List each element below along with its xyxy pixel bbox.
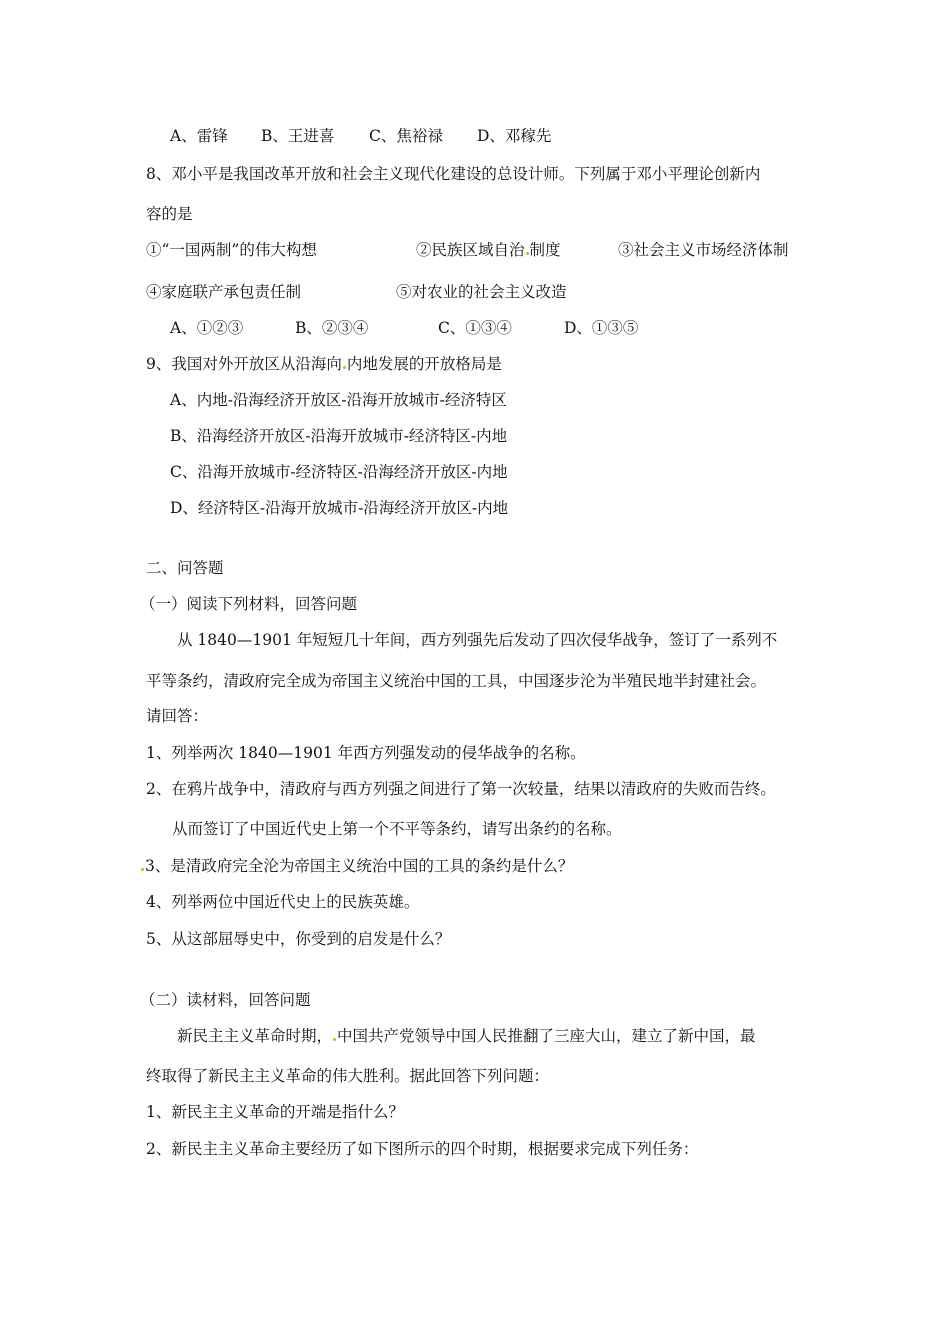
part1-heading: （一）阅读下列材料，回答问题 bbox=[140, 595, 358, 613]
q9-option-b: B、沿海经济开放区-沿海开放城市-经济特区-内地 bbox=[170, 427, 508, 445]
q8-item2 bbox=[416, 240, 561, 260]
q7-option-c: C、焦裕禄 bbox=[369, 127, 443, 145]
part1-q1: 1、列举两次 1840—1901 年西方列强发动的侵华战争的名称。 bbox=[146, 744, 586, 762]
q8-stem-line1: 8、邓小平是我国改革开放和社会主义现代化建设的总设计师。下列属于邓小平理论创新内 bbox=[146, 165, 761, 183]
mark-dot bbox=[343, 366, 346, 369]
mark-dot bbox=[141, 868, 144, 871]
q8-option-d: D、①③⑤ bbox=[564, 319, 639, 337]
q8-item4: ④家庭联产承包责任制 bbox=[146, 283, 302, 301]
part2-heading: （二）读材料，回答问题 bbox=[140, 991, 311, 1009]
q9-option-a: A、内地-沿海经济开放区-沿海开放城市-经济特区 bbox=[170, 391, 507, 409]
q8-option-b: B、②③④ bbox=[295, 319, 369, 337]
q8-stem-line2: 容的是 bbox=[146, 205, 193, 223]
section2-title: 二、问答题 bbox=[146, 559, 224, 577]
q7-option-d: D、邓稼先 bbox=[477, 127, 552, 145]
part2-material-line2: 终取得了新民主主义革命的伟大胜利。据此回答下列问题： bbox=[146, 1067, 550, 1085]
part2-q1: 1、新民主主义革命的开端是指什么？ bbox=[146, 1103, 404, 1121]
part2-material-part-b: 中国共产党领导中国人民推翻了三座大山，建立了新中国，最 bbox=[337, 1027, 756, 1045]
q8-item1: ①“一国两制”的伟大构想 bbox=[146, 241, 317, 259]
mark-dot bbox=[333, 1038, 336, 1041]
part1-q2-line1: 2、在鸦片战争中，清政府与西方列强之间进行了第一次较量，结果以清政府的失败而告终。 bbox=[146, 780, 776, 798]
q8-option-c: C、①③④ bbox=[438, 319, 512, 337]
part1-q4: 4、列举两位中国近代史上的民族英雄。 bbox=[146, 893, 420, 911]
q9-option-c: C、沿海开放城市-经济特区-沿海经济开放区-内地 bbox=[170, 463, 508, 481]
q8-item3: ③社会主义市场经济体制 bbox=[618, 241, 789, 259]
q9-stem bbox=[146, 354, 502, 374]
q8-item5: ⑤对农业的社会主义改造 bbox=[396, 283, 567, 301]
part2-material-line1 bbox=[177, 1026, 756, 1046]
q7-option-b: B、王进喜 bbox=[261, 127, 335, 145]
part1-q3-text: 3、是清政府完全沦为帝国主义统治中国的工具的条约是什么？ bbox=[145, 857, 574, 875]
q9-option-d: D、经济特区-沿海开放城市-沿海经济开放区-内地 bbox=[170, 499, 509, 517]
mark-dot bbox=[526, 252, 529, 255]
q8-item2-part-a: ②民族区域自治 bbox=[416, 241, 525, 259]
part1-material-line1: 从 1840—1901 年短短几十年间，西方列强先后发动了四次侵华战争，签订了一系列不 bbox=[177, 631, 778, 649]
part1-q3 bbox=[140, 856, 573, 876]
part1-q5: 5、从这部屈辱史中，你受到的启发是什么？ bbox=[146, 930, 451, 948]
q8-options bbox=[170, 318, 638, 338]
part2-material-part-a: 新民主主义革命时期， bbox=[177, 1027, 333, 1045]
q7-options bbox=[170, 126, 551, 146]
q9-stem-part-b: 内地发展的开放格局是 bbox=[346, 355, 502, 373]
q8-item2-part-b: 制度 bbox=[529, 241, 561, 259]
part1-prompt: 请回答： bbox=[146, 707, 209, 725]
q8-option-a: A、①②③ bbox=[170, 319, 244, 337]
q7-option-a: A、雷锋 bbox=[170, 127, 228, 145]
part1-material-line2: 平等条约，清政府完全成为帝国主义统治中国的工具，中国逐步沦为半殖民地半封建社会。 bbox=[146, 672, 767, 690]
part1-q2-line2: 从而签订了中国近代史上第一个不平等条约，请写出条约的名称。 bbox=[172, 820, 622, 838]
q9-stem-part-a: 9、我国对外开放区从沿海向 bbox=[146, 355, 342, 373]
part2-q2: 2、新民主主义革命主要经历了如下图所示的四个时期，根据要求完成下列任务： bbox=[146, 1140, 699, 1158]
